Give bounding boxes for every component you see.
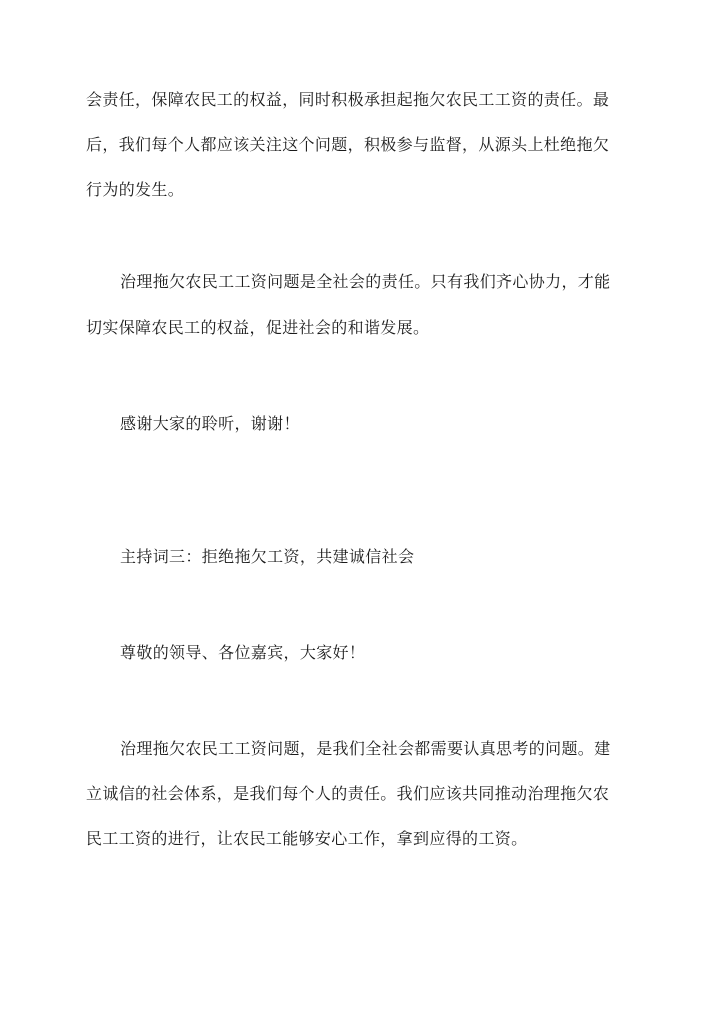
text-line: 民工工资的进行，让农民工能够安心工作，拿到应得的工资。 <box>86 829 528 848</box>
text-line: 会责任，保障农民工的权益，同时积极承担起拖欠农民工工资的责任。最 <box>86 90 610 109</box>
closing-remark: 感谢大家的聆听，谢谢！ <box>120 414 300 433</box>
text-line: 行为的发生。 <box>86 180 185 199</box>
text-line: 切实保障农民工的权益，促进社会的和谐发展。 <box>86 318 430 337</box>
text-line: 治理拖欠农民工工资问题，是我们全社会都需要认真思考的问题。建 <box>120 739 611 758</box>
text-line: 立诚信的社会体系，是我们每个人的责任。我们应该共同推动治理拖欠农 <box>86 784 610 803</box>
text-line: 治理拖欠农民工工资问题是全社会的责任。只有我们齐心协力，才能 <box>120 272 611 291</box>
section-heading: 主持词三：拒绝拖欠工资，共建诚信社会 <box>120 547 415 566</box>
text-line: 后，我们每个人都应该关注这个问题，积极参与监督，从源头上杜绝拖欠 <box>86 135 610 154</box>
greeting-line: 尊敬的领导、各位嘉宾，大家好！ <box>120 643 366 662</box>
